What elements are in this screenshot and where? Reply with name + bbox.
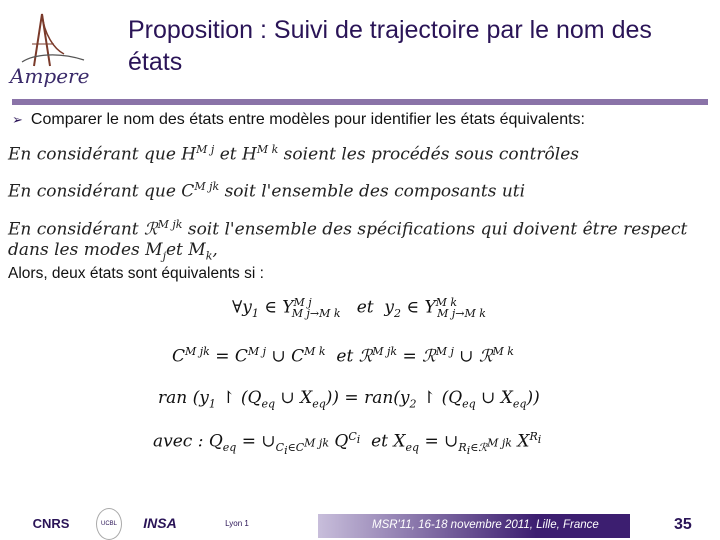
equation-4: avec : $Q_{eq}$ = $\cup_{C_i\in C^{M jk}}$ $Q^{C_i}$ et $X_{eq}$ = $\cup_{R_i\in ℛ^{M jk}}$ $X^{R_i}$: [153, 430, 542, 458]
insa-logo: [132, 508, 188, 538]
equation-1: $\forall y_1$ ∈ $Y^{M j}_{M j\to M k}$ et $y_2$ ∈ $Y^{M k}_{M j\to M k}$: [232, 296, 486, 321]
l1c-text: soient les procédés sous contrôles: [278, 144, 580, 165]
l3b-text: soit l'ensemble des spécifications qui doivent être respect: [182, 219, 688, 240]
alors-text: Alors, deux états sont équivalents si :: [8, 265, 264, 282]
lyon1-logo: [206, 508, 268, 538]
l4c-text: ,: [212, 240, 218, 260]
l2b-text: soit l'ensemble des composants uti: [219, 181, 526, 202]
lyon1-label: Lyon 1: [225, 518, 249, 528]
l2-text: En considérant que C: [8, 181, 195, 202]
ucbl-label: UCBL: [100, 521, 117, 527]
l3-text: En considérant ℛ: [8, 219, 158, 240]
bullet-text: Comparer le nom des états entre modèles pour identifier les états équivalents:: [30, 111, 585, 128]
logo-text: Ampere: [10, 64, 90, 88]
title-divider: [12, 99, 708, 105]
slide-title: Proposition : Suivi de trajectoire par le nom des états: [128, 16, 652, 76]
arrow-bullet-icon: ➢: [12, 112, 23, 127]
statement-line-1: En considérant que $H^{M j}$ et $H^{M k}$ soient les procédés sous contrôles: [8, 143, 580, 165]
equation-3: ran ($y_1$ ↾ ($Q_{eq}$ ∪ $X_{eq})) = ran(y_2$ ↾ ($Q_{eq}$ ∪ $X_{eq}$)): [158, 388, 540, 411]
l1-text: En considérant que H: [8, 144, 197, 165]
l4-text: dans les modes M: [8, 240, 163, 260]
cnrs-logo: [14, 508, 88, 538]
l4b-text: et M: [165, 240, 206, 260]
ucbl-logo: [96, 508, 122, 540]
cnrs-label: CNRS: [32, 515, 70, 531]
statement-line-2: En considérant que $C^{M jk}$ soit l'ensemble des composants uti: [8, 180, 526, 202]
footer-text: MSR'11, 16-18 novembre 2011, Lille, France: [372, 519, 599, 531]
bullet-item: [12, 111, 585, 129]
ampere-logo: [4, 4, 104, 90]
equation-2: $C^{M jk} = C^{M j}$ ∪ $C^{M k}$ et ℛ$^{M jk}$ = ℛ$^{M j}$ ∪ ℛ$^{M k}$: [172, 345, 514, 367]
l1b-text: et H: [214, 144, 257, 165]
insa-label: INSA: [143, 515, 177, 531]
statement-line-4: dans les modes $M_jet$ $M_k$,: [8, 240, 218, 263]
page-number: 35: [674, 516, 692, 533]
statement-line-3: En considérant ℛ$^{M jk}$ soit l'ensemble des spécifications qui doivent être respect: [8, 218, 688, 240]
